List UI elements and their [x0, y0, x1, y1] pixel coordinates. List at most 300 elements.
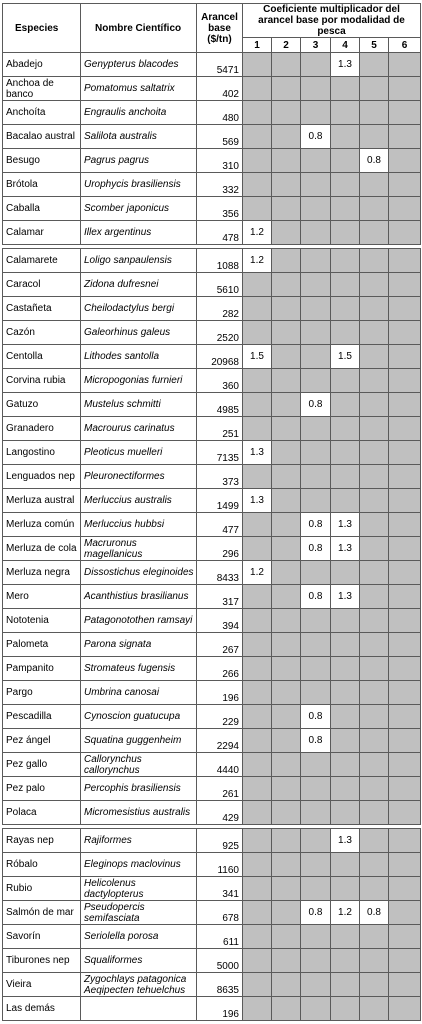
table-row — [3, 853, 421, 877]
header-modalidad: 6 — [389, 38, 421, 53]
species-name: Palometa — [3, 633, 81, 657]
coef-modalidad-6 — [389, 417, 421, 441]
table-row — [3, 465, 421, 489]
scientific-name: Illex argentinus — [81, 221, 197, 245]
species-name: Calamar — [3, 221, 81, 245]
coef-modalidad-3 — [301, 465, 331, 489]
arancel-value: 5610 — [197, 273, 243, 297]
coef-modalidad-6 — [389, 609, 421, 633]
coef-modalidad-5 — [360, 297, 389, 321]
coef-modalidad-3 — [301, 753, 331, 777]
scientific-name: Acanthistius brasilianus — [81, 585, 197, 609]
coef-modalidad-1 — [243, 729, 272, 753]
arancel-value: 310 — [197, 149, 243, 173]
header-nombre-cientifico: Nombre Científico — [81, 4, 197, 53]
coef-modalidad-1 — [243, 513, 272, 537]
species-name: Anchoa de banco — [3, 77, 81, 101]
arancel-value: 2520 — [197, 321, 243, 345]
species-name: Lenguados nep — [3, 465, 81, 489]
arancel-value: 360 — [197, 369, 243, 393]
coef-modalidad-3: 0.8 — [301, 585, 331, 609]
table-row — [3, 321, 421, 345]
coef-modalidad-3 — [301, 949, 331, 973]
coef-modalidad-5 — [360, 753, 389, 777]
arancel-value: 196 — [197, 681, 243, 705]
coef-modalidad-3 — [301, 853, 331, 877]
table-row — [3, 393, 421, 417]
table-row — [3, 369, 421, 393]
coef-modalidad-5 — [360, 77, 389, 101]
species-name: Vieira — [3, 973, 81, 997]
scientific-name: Squaliformes — [81, 949, 197, 973]
coef-modalidad-6 — [389, 489, 421, 513]
coef-modalidad-5 — [360, 705, 389, 729]
table-row — [3, 901, 421, 925]
table-row — [3, 489, 421, 513]
arancel-value: 394 — [197, 609, 243, 633]
table-row — [3, 537, 421, 561]
coef-modalidad-2 — [272, 729, 301, 753]
coef-modalidad-4 — [331, 197, 360, 221]
coef-modalidad-3 — [301, 149, 331, 173]
coef-modalidad-3 — [301, 633, 331, 657]
coef-modalidad-1: 1.5 — [243, 345, 272, 369]
arancel-value: 261 — [197, 777, 243, 801]
coef-modalidad-1 — [243, 877, 272, 901]
header-row-top — [3, 4, 421, 38]
coef-modalidad-6 — [389, 829, 421, 853]
arancel-table — [2, 3, 421, 1021]
coef-modalidad-4 — [331, 321, 360, 345]
coef-modalidad-1 — [243, 681, 272, 705]
table-row — [3, 657, 421, 681]
coef-modalidad-5 — [360, 101, 389, 125]
coef-modalidad-1 — [243, 997, 272, 1021]
coef-modalidad-6 — [389, 197, 421, 221]
coef-modalidad-3 — [301, 369, 331, 393]
coef-modalidad-3 — [301, 997, 331, 1021]
coef-modalidad-5 — [360, 417, 389, 441]
table-row — [3, 585, 421, 609]
species-name: Savorín — [3, 925, 81, 949]
coef-modalidad-5 — [360, 829, 389, 853]
coef-modalidad-6 — [389, 101, 421, 125]
coef-modalidad-6 — [389, 877, 421, 901]
arancel-value: 282 — [197, 297, 243, 321]
table-row — [3, 77, 421, 101]
scientific-name: Helicolenus dactylopterus — [81, 877, 197, 901]
coef-modalidad-5 — [360, 489, 389, 513]
coef-modalidad-4 — [331, 149, 360, 173]
coef-modalidad-6 — [389, 705, 421, 729]
coef-modalidad-3 — [301, 829, 331, 853]
scientific-name: Cheilodactylus bergi — [81, 297, 197, 321]
coef-modalidad-4 — [331, 949, 360, 973]
arancel-value: 251 — [197, 417, 243, 441]
scientific-name: Percophis brasiliensis — [81, 777, 197, 801]
coef-modalidad-2 — [272, 197, 301, 221]
coef-modalidad-6 — [389, 753, 421, 777]
coef-modalidad-6 — [389, 125, 421, 149]
table-row — [3, 609, 421, 633]
species-name: Caballa — [3, 197, 81, 221]
coef-modalidad-3 — [301, 657, 331, 681]
coef-modalidad-4 — [331, 657, 360, 681]
coef-modalidad-2 — [272, 77, 301, 101]
coef-modalidad-2 — [272, 537, 301, 561]
coef-modalidad-3 — [301, 681, 331, 705]
coef-modalidad-5 — [360, 321, 389, 345]
coef-modalidad-4 — [331, 489, 360, 513]
table-row — [3, 125, 421, 149]
scientific-name: Pomatomus saltatrix — [81, 77, 197, 101]
coef-modalidad-4 — [331, 173, 360, 197]
coef-modalidad-6 — [389, 585, 421, 609]
coef-modalidad-2 — [272, 273, 301, 297]
coef-modalidad-6 — [389, 949, 421, 973]
coef-modalidad-3: 0.8 — [301, 393, 331, 417]
coef-modalidad-5 — [360, 949, 389, 973]
coef-modalidad-5 — [360, 369, 389, 393]
arancel-value: 2294 — [197, 729, 243, 753]
coef-modalidad-4 — [331, 417, 360, 441]
coef-modalidad-1 — [243, 609, 272, 633]
scientific-name — [81, 997, 197, 1021]
coef-modalidad-2 — [272, 925, 301, 949]
coef-modalidad-6 — [389, 901, 421, 925]
coef-modalidad-2 — [272, 173, 301, 197]
species-name: Calamarete — [3, 249, 81, 273]
scientific-name: Pleoticus muelleri — [81, 441, 197, 465]
table-row — [3, 221, 421, 245]
coef-modalidad-6 — [389, 777, 421, 801]
coef-modalidad-1 — [243, 149, 272, 173]
scientific-name: Rajiformes — [81, 829, 197, 853]
species-name: Caracol — [3, 273, 81, 297]
coef-modalidad-3 — [301, 345, 331, 369]
scientific-name: Micropogonias furnieri — [81, 369, 197, 393]
coef-modalidad-4 — [331, 705, 360, 729]
coef-modalidad-2 — [272, 393, 301, 417]
coef-modalidad-2 — [272, 221, 301, 245]
coef-modalidad-2 — [272, 585, 301, 609]
coef-modalidad-3 — [301, 53, 331, 77]
species-name: Pez palo — [3, 777, 81, 801]
table-row — [3, 441, 421, 465]
arancel-value: 678 — [197, 901, 243, 925]
table-row — [3, 777, 421, 801]
scientific-name: Merluccius hubbsi — [81, 513, 197, 537]
scientific-name: Seriolella porosa — [81, 925, 197, 949]
species-name: Merluza austral — [3, 489, 81, 513]
scientific-name: Umbrina canosai — [81, 681, 197, 705]
coef-modalidad-3: 0.8 — [301, 901, 331, 925]
coef-modalidad-3: 0.8 — [301, 125, 331, 149]
coef-modalidad-3 — [301, 877, 331, 901]
coef-modalidad-3 — [301, 801, 331, 825]
coef-modalidad-6 — [389, 173, 421, 197]
coef-modalidad-4 — [331, 273, 360, 297]
species-name: Rayas nep — [3, 829, 81, 853]
coef-modalidad-1 — [243, 853, 272, 877]
coef-modalidad-5 — [360, 925, 389, 949]
arancel-value: 478 — [197, 221, 243, 245]
coef-modalidad-2 — [272, 997, 301, 1021]
coef-modalidad-3 — [301, 561, 331, 585]
coef-modalidad-2 — [272, 949, 301, 973]
coef-modalidad-1 — [243, 777, 272, 801]
coef-modalidad-6 — [389, 369, 421, 393]
coef-modalidad-5 — [360, 221, 389, 245]
coef-modalidad-5 — [360, 465, 389, 489]
arancel-value: 373 — [197, 465, 243, 489]
coef-modalidad-6 — [389, 729, 421, 753]
arancel-value: 5471 — [197, 53, 243, 77]
scientific-name: Galeorhinus galeus — [81, 321, 197, 345]
arancel-value: 8433 — [197, 561, 243, 585]
arancel-value: 8635 — [197, 973, 243, 997]
scientific-name: Dissostichus eleginoides — [81, 561, 197, 585]
coef-modalidad-5 — [360, 609, 389, 633]
coef-modalidad-6 — [389, 853, 421, 877]
coef-modalidad-2 — [272, 829, 301, 853]
species-name: Polaca — [3, 801, 81, 825]
arancel-value: 356 — [197, 197, 243, 221]
coef-modalidad-3: 0.8 — [301, 705, 331, 729]
scientific-name: Pagrus pagrus — [81, 149, 197, 173]
coef-modalidad-4 — [331, 393, 360, 417]
table-row — [3, 633, 421, 657]
header-modalidad: 3 — [301, 38, 331, 53]
coef-modalidad-3: 0.8 — [301, 513, 331, 537]
species-name: Nototenia — [3, 609, 81, 633]
header-arancel-line3: ($/tn) — [207, 33, 232, 45]
coef-modalidad-4 — [331, 729, 360, 753]
species-name: Merluza común — [3, 513, 81, 537]
header-coeficiente: Coeficiente multiplicador del arancel base por modalidad de pesca — [243, 4, 421, 38]
coef-modalidad-5 — [360, 197, 389, 221]
species-name: Las demás — [3, 997, 81, 1021]
scientific-name: Parona signata — [81, 633, 197, 657]
coef-modalidad-1 — [243, 829, 272, 853]
arancel-value: 611 — [197, 925, 243, 949]
table-row — [3, 53, 421, 77]
coef-modalidad-4: 1.3 — [331, 53, 360, 77]
arancel-value: 4440 — [197, 753, 243, 777]
coef-modalidad-3 — [301, 173, 331, 197]
coef-modalidad-3 — [301, 321, 331, 345]
arancel-value: 267 — [197, 633, 243, 657]
table-row — [3, 949, 421, 973]
scientific-name: Macruronus magellanicus — [81, 537, 197, 561]
arancel-value: 296 — [197, 537, 243, 561]
scientific-name: Urophycis brasiliensis — [81, 173, 197, 197]
coef-modalidad-1 — [243, 125, 272, 149]
coef-modalidad-1 — [243, 53, 272, 77]
coef-modalidad-3 — [301, 249, 331, 273]
arancel-value: 569 — [197, 125, 243, 149]
coef-modalidad-5 — [360, 801, 389, 825]
coef-modalidad-6 — [389, 441, 421, 465]
table-row — [3, 345, 421, 369]
coef-modalidad-6 — [389, 633, 421, 657]
species-name: Salmón de mar — [3, 901, 81, 925]
coef-modalidad-4 — [331, 777, 360, 801]
species-name: Besugo — [3, 149, 81, 173]
coef-modalidad-1 — [243, 321, 272, 345]
arancel-value: 7135 — [197, 441, 243, 465]
species-name: Mero — [3, 585, 81, 609]
coef-modalidad-4 — [331, 753, 360, 777]
arancel-value: 477 — [197, 513, 243, 537]
coef-modalidad-4: 1.3 — [331, 585, 360, 609]
arancel-value: 429 — [197, 801, 243, 825]
coef-modalidad-6 — [389, 537, 421, 561]
species-name: Rubio — [3, 877, 81, 901]
coef-modalidad-1 — [243, 949, 272, 973]
coef-modalidad-5 — [360, 537, 389, 561]
coef-modalidad-1 — [243, 973, 272, 997]
table-row — [3, 249, 421, 273]
arancel-value: 4985 — [197, 393, 243, 417]
coef-modalidad-4 — [331, 101, 360, 125]
coef-modalidad-4 — [331, 221, 360, 245]
species-name: Pez gallo — [3, 753, 81, 777]
species-name: Róbalo — [3, 853, 81, 877]
coef-modalidad-1 — [243, 901, 272, 925]
arancel-value: 341 — [197, 877, 243, 901]
header-modalidad: 5 — [360, 38, 389, 53]
coef-modalidad-3 — [301, 273, 331, 297]
coef-modalidad-5 — [360, 53, 389, 77]
species-name: Merluza negra — [3, 561, 81, 585]
coef-modalidad-3 — [301, 441, 331, 465]
header-arancel-base — [197, 4, 243, 53]
coef-modalidad-2 — [272, 633, 301, 657]
coef-modalidad-4 — [331, 801, 360, 825]
species-name: Cazón — [3, 321, 81, 345]
arancel-value: 402 — [197, 77, 243, 101]
coef-modalidad-6 — [389, 801, 421, 825]
coef-modalidad-5 — [360, 173, 389, 197]
coef-modalidad-2 — [272, 609, 301, 633]
arancel-value: 317 — [197, 585, 243, 609]
table-row — [3, 101, 421, 125]
coef-modalidad-2 — [272, 681, 301, 705]
arancel-value: 1160 — [197, 853, 243, 877]
arancel-value: 20968 — [197, 345, 243, 369]
scientific-name: Zidona dufresnei — [81, 273, 197, 297]
scientific-name: Engraulis anchoita — [81, 101, 197, 125]
species-name: Granadero — [3, 417, 81, 441]
arancel-value: 5000 — [197, 949, 243, 973]
table-row — [3, 681, 421, 705]
coef-modalidad-4: 1.3 — [331, 513, 360, 537]
table-row — [3, 997, 421, 1021]
coef-modalidad-2 — [272, 345, 301, 369]
scientific-name: Micromesistius australis — [81, 801, 197, 825]
coef-modalidad-2 — [272, 777, 301, 801]
coef-modalidad-2 — [272, 901, 301, 925]
coef-modalidad-1 — [243, 197, 272, 221]
arancel-value: 1499 — [197, 489, 243, 513]
coef-modalidad-1: 1.2 — [243, 249, 272, 273]
coef-modalidad-1 — [243, 393, 272, 417]
header-modalidad: 1 — [243, 38, 272, 53]
coef-modalidad-6 — [389, 657, 421, 681]
species-name: Merluza de cola — [3, 537, 81, 561]
coef-modalidad-1 — [243, 101, 272, 125]
coef-modalidad-6 — [389, 273, 421, 297]
table-body — [3, 53, 421, 1021]
species-name: Castañeta — [3, 297, 81, 321]
coef-modalidad-1 — [243, 77, 272, 101]
species-name: Pez ángel — [3, 729, 81, 753]
coef-modalidad-2 — [272, 657, 301, 681]
coef-modalidad-1 — [243, 273, 272, 297]
coef-modalidad-2 — [272, 369, 301, 393]
coef-modalidad-1 — [243, 585, 272, 609]
header-arancel-line1: Arancel — [201, 11, 238, 23]
coef-modalidad-4 — [331, 465, 360, 489]
coef-modalidad-6 — [389, 561, 421, 585]
table-row — [3, 417, 421, 441]
coef-modalidad-3 — [301, 973, 331, 997]
coef-modalidad-1 — [243, 537, 272, 561]
arancel-value: 266 — [197, 657, 243, 681]
scientific-name: Mustelus schmitti — [81, 393, 197, 417]
table-row — [3, 801, 421, 825]
coef-modalidad-2 — [272, 465, 301, 489]
arancel-value: 332 — [197, 173, 243, 197]
coef-modalidad-6 — [389, 681, 421, 705]
coef-modalidad-6 — [389, 345, 421, 369]
arancel-value: 196 — [197, 997, 243, 1021]
coef-modalidad-6 — [389, 53, 421, 77]
table-row — [3, 149, 421, 173]
coef-modalidad-4 — [331, 297, 360, 321]
species-name: Pampanito — [3, 657, 81, 681]
coef-modalidad-5 — [360, 585, 389, 609]
coef-modalidad-5: 0.8 — [360, 149, 389, 173]
coef-modalidad-1: 1.3 — [243, 489, 272, 513]
coef-modalidad-5 — [360, 513, 389, 537]
coef-modalidad-3: 0.8 — [301, 537, 331, 561]
scientific-name: Loligo sanpaulensis — [81, 249, 197, 273]
coef-modalidad-5 — [360, 777, 389, 801]
scientific-name: Merluccius australis — [81, 489, 197, 513]
coef-modalidad-4 — [331, 997, 360, 1021]
scientific-name: Lithodes santolla — [81, 345, 197, 369]
coef-modalidad-6 — [389, 925, 421, 949]
coef-modalidad-3 — [301, 777, 331, 801]
coef-modalidad-2 — [272, 297, 301, 321]
coef-modalidad-1 — [243, 465, 272, 489]
coef-modalidad-1 — [243, 657, 272, 681]
coef-modalidad-4 — [331, 369, 360, 393]
coef-modalidad-1 — [243, 173, 272, 197]
coef-modalidad-5 — [360, 249, 389, 273]
species-name: Bacalao austral — [3, 125, 81, 149]
scientific-name: Callorynchus callorynchus — [81, 753, 197, 777]
coef-modalidad-4 — [331, 441, 360, 465]
table-row — [3, 273, 421, 297]
coef-modalidad-6 — [389, 321, 421, 345]
coef-modalidad-4 — [331, 249, 360, 273]
table-row — [3, 973, 421, 997]
scientific-name: Salilota australis — [81, 125, 197, 149]
coef-modalidad-2 — [272, 705, 301, 729]
